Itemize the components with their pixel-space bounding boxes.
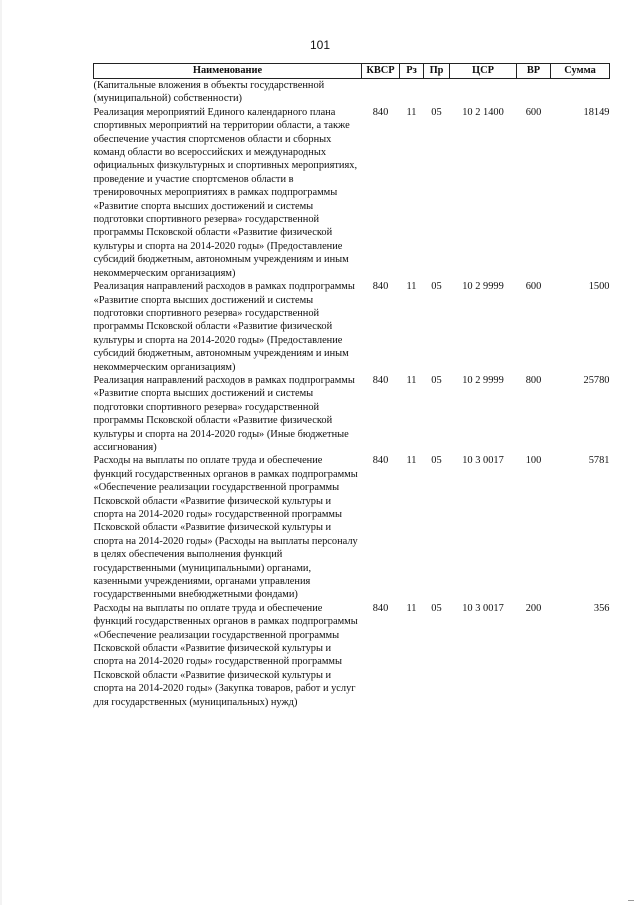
row-vr: 600 xyxy=(525,106,542,118)
row-csr: 10 2 9999 xyxy=(462,374,504,386)
row-sum: 25780 xyxy=(583,374,610,386)
row-rz: 11 xyxy=(406,281,417,293)
row-sum: 18149 xyxy=(583,106,610,118)
table-header-row xyxy=(94,64,610,79)
row-csr: 10 2 9999 xyxy=(462,281,504,293)
row-name: Расходы на выплаты по оплате труда и обеспечение функций государственных органов в рамках подпрограммы «Обеспечение реализации государственной программы Псковской области «Развитие физической культуры и спорта на 2014-2020 годы» государственной программы Псковской области «Развитие физической культуры и спорта на 2014-2020 годы» (Закупка товаров, работ и услуг для государственных (муниципальных) нужд) xyxy=(93,602,358,708)
row-name: Реализация мероприятий Единого календарного плана спортивных мероприятий на территории области, а также обеспечение участия спортсменов области и сборных команд области во всероссийских и международных официальных физкультурных и спортивных мероприятиях, проведение и участие спортсменов области в тренировочных мероприятиях в рамках подпрограммы «Развитие спорта высших достижений и системы подготовки спортивного резерва» государственной программы Псковской области «Развитие физической культуры и спорта на 2014-2020 годы» (Предоставление субсидий бюджетным, автономным учреждениям и иным некоммерческим организациям) xyxy=(93,106,358,279)
header-rz: Рз xyxy=(400,64,424,79)
row-vr: 600 xyxy=(525,281,542,293)
table-row xyxy=(94,106,610,280)
row-csr xyxy=(450,79,517,106)
row-kvsr: 840 xyxy=(372,281,389,293)
header-name: Наименование xyxy=(94,64,362,79)
row-vr: 200 xyxy=(525,602,542,614)
row-sum: 5781 xyxy=(588,455,610,467)
row-csr: 10 3 0017 xyxy=(462,602,504,614)
scan-mark xyxy=(628,900,634,901)
row-kvsr: 840 xyxy=(372,374,389,386)
header-csr: ЦСР xyxy=(450,64,517,79)
row-pr: 05 xyxy=(431,106,442,118)
row-rz xyxy=(400,79,424,106)
page-number: 101 xyxy=(309,38,331,52)
row-vr: 800 xyxy=(525,374,542,386)
table-row xyxy=(94,374,610,454)
row-name: Реализация направлений расходов в рамках подпрограммы «Развитие спорта высших достижений и системы подготовки спортивного резерва» государственной программы Псковской области «Развитие физической культуры и спорта на 2014-2020 годы» (Предоставление субсидий бюджетным, автономным учреждениям и иным некоммерческим организациям) xyxy=(93,281,355,373)
row-kvsr xyxy=(362,79,400,106)
header-sum: Сумма xyxy=(551,64,610,79)
table-row xyxy=(94,602,610,709)
table-row xyxy=(94,280,610,374)
row-rz: 11 xyxy=(406,106,417,118)
row-kvsr: 840 xyxy=(372,455,389,467)
row-kvsr: 840 xyxy=(372,602,389,614)
row-csr: 10 2 1400 xyxy=(462,106,504,118)
row-csr: 10 3 0017 xyxy=(462,455,504,467)
row-sum: 1500 xyxy=(588,281,610,293)
row-sum: 356 xyxy=(593,602,610,614)
header-kvsr: КВСР xyxy=(362,64,400,79)
row-sum xyxy=(551,79,610,106)
row-name: Реализация направлений расходов в рамках подпрограммы «Развитие спорта высших достижений и системы подготовки спортивного резерва» государственной программы Псковской области «Развитие физической культуры и спорта на 2014-2020 годы» (Иные бюджетные ассигнования) xyxy=(93,374,355,453)
table-row xyxy=(94,454,610,601)
budget-table xyxy=(93,63,610,709)
row-kvsr: 840 xyxy=(372,106,389,118)
header-pr: Пр xyxy=(424,64,450,79)
row-name: (Капитальные вложения в объекты государственной (муниципальной) собственности) xyxy=(93,80,325,105)
table-row xyxy=(94,79,610,106)
row-pr: 05 xyxy=(431,281,442,293)
row-pr xyxy=(424,79,450,106)
row-rz: 11 xyxy=(406,374,417,386)
row-pr: 05 xyxy=(431,455,442,467)
row-rz: 11 xyxy=(406,602,417,614)
row-name: Расходы на выплаты по оплате труда и обеспечение функций государственных органов в рамках подпрограммы «Обеспечение реализации государственной программы Псковской области «Развитие физической культуры и спорта на 2014-2020 годы» государственной программы Псковской области «Развитие физической культуры и спорта на 2014-2020 годы» (Расходы на выплаты персоналу в целях обеспечения выполнения функций государственными (муниципальными) органами, казенными учреждениями, органами управления государственными внебюджетными фондами) xyxy=(93,455,358,601)
header-vr: ВР xyxy=(517,64,551,79)
row-rz: 11 xyxy=(406,455,417,467)
row-vr: 100 xyxy=(525,455,542,467)
row-vr xyxy=(517,79,551,106)
scan-edge xyxy=(0,0,2,905)
row-pr: 05 xyxy=(431,374,442,386)
row-pr: 05 xyxy=(431,602,442,614)
